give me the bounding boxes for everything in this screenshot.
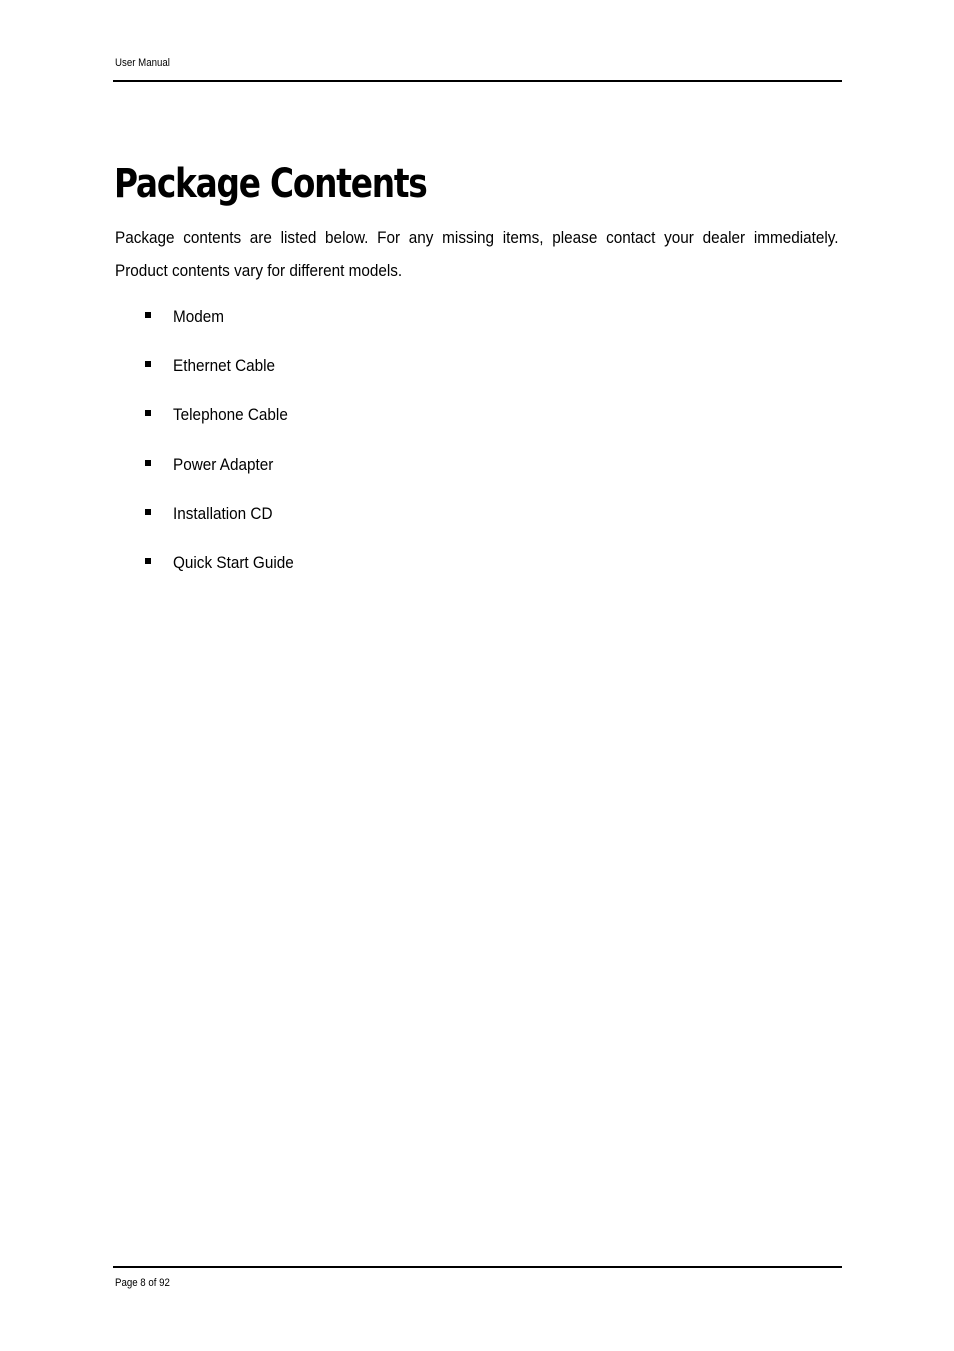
square-bullet-icon xyxy=(145,558,151,564)
page-number: Page 8 of 92 xyxy=(115,1277,170,1289)
square-bullet-icon xyxy=(145,509,151,515)
square-bullet-icon xyxy=(145,361,151,367)
intro-word: any xyxy=(408,228,434,247)
page-title: Package Contents xyxy=(114,161,427,207)
intro-paragraph xyxy=(115,221,839,287)
intro-word: listed xyxy=(280,228,317,247)
intro-word: missing xyxy=(442,228,495,247)
list-item-label: Quick Start Guide xyxy=(173,552,294,572)
square-bullet-icon xyxy=(145,312,151,318)
intro-word: items, xyxy=(502,228,544,247)
intro-line-2: Product contents vary for different models. xyxy=(115,261,403,280)
intro-word: are xyxy=(249,228,272,247)
intro-word: below. xyxy=(325,228,369,247)
intro-word: your xyxy=(664,228,694,247)
list-item-label: Modem xyxy=(173,307,225,326)
list-item-label: Ethernet Cable xyxy=(173,356,276,376)
header-divider xyxy=(113,80,842,82)
intro-word: contact xyxy=(606,228,656,247)
square-bullet-icon xyxy=(145,460,151,466)
intro-word: contents xyxy=(183,228,242,247)
intro-word: immediately. xyxy=(753,228,839,247)
list-item-label: Power Adapter xyxy=(173,454,274,474)
intro-line-1 xyxy=(115,221,839,254)
intro-word: please xyxy=(552,228,598,247)
intro-word: dealer xyxy=(702,228,746,247)
list-item-label: Telephone Cable xyxy=(173,405,288,425)
footer-divider xyxy=(113,1266,842,1268)
intro-word: Package xyxy=(115,228,175,247)
intro-word: For xyxy=(377,228,401,247)
square-bullet-icon xyxy=(145,410,151,416)
running-header: User Manual xyxy=(115,57,170,69)
list-item-label: Installation CD xyxy=(173,503,273,523)
